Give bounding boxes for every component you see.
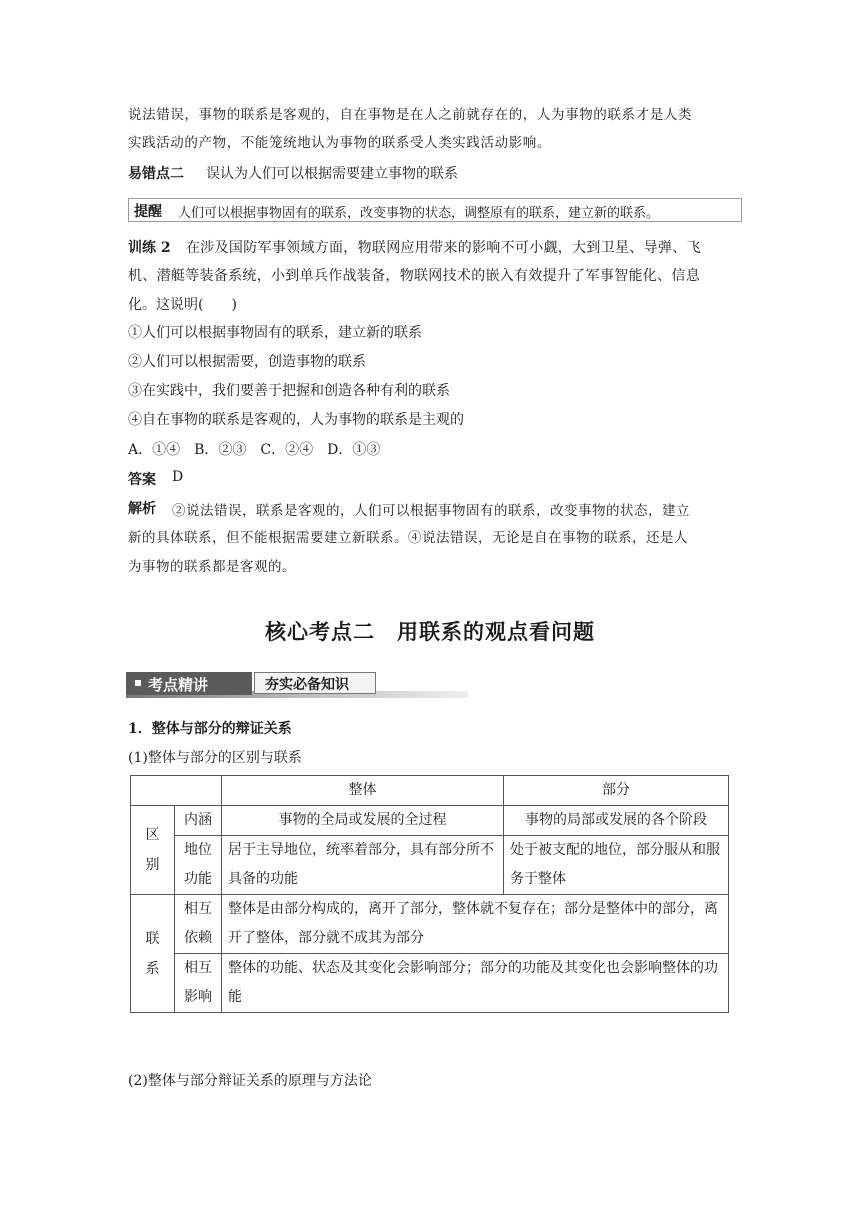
analysis-line-2: 新的具体联系，但不能根据需要建立新联系。④说法错误，无论是自在事物的联系，还是人 [128, 530, 688, 546]
square-bullet-icon [135, 680, 141, 686]
whole-part-table [130, 775, 729, 1013]
table-cell: 事物的局部或发展的各个阶段 [504, 806, 729, 836]
exercise-line-3: 化。这说明( ) [128, 297, 237, 313]
option-2: ②人们可以根据需要，创造事物的联系 [128, 354, 366, 370]
table-cell: 处于被支配的地位，部分服从和服务于整体 [504, 836, 729, 895]
exercise-line-2: 机、潜艇等装备系统，小到单兵作战装备，物联网技术的嵌入有效提升了军事智能化、信息 [128, 268, 700, 284]
analysis-line-1: ②说法错误，联系是客观的，人们可以根据事物固有的联系，改变事物的状态，建立 [172, 503, 690, 519]
banner-light-label: 夯实必备知识 [265, 677, 349, 693]
table-row-label: 相互影响 [175, 954, 222, 1013]
table-header-row [131, 776, 729, 806]
table-header-part: 部分 [504, 776, 729, 806]
table-row [131, 836, 729, 895]
point-1-sub-2: (2)整体与部分辩证关系的原理与方法论 [128, 1073, 372, 1089]
table-row [131, 806, 729, 836]
intro-line-2: 实践活动的产物，不能笼统地认为事物的联系受人类实践活动影响。 [128, 135, 551, 151]
table-header-whole: 整体 [222, 776, 504, 806]
table-cell: 居于主导地位，统率着部分，具有部分所不具备的功能 [222, 836, 504, 895]
analysis-label: 解析 [128, 501, 156, 517]
table-row-label: 内涵 [175, 806, 222, 836]
answer-value: D [172, 469, 184, 485]
pitfall-label: 易错点二 [128, 166, 184, 182]
table-row [131, 895, 729, 954]
tip-label: 提醒 [134, 204, 162, 220]
table-row-label: 地位功能 [175, 836, 222, 895]
section-banner [126, 671, 468, 698]
point-1-heading: 1．整体与部分的辩证关系 [128, 721, 292, 737]
answer-label: 答案 [128, 472, 156, 488]
tip-box [128, 198, 742, 222]
intro-line-1: 说法错误，事物的联系是客观的，自在事物是在人之前就存在的，人为事物的联系才是人类 [128, 107, 692, 123]
table-cell: 整体是由部分构成的，离开了部分，整体就不复存在；部分是整体中的部分，离开了整体，部分就不成其为部分 [222, 895, 729, 954]
pitfall-text: 误认为人们可以根据需要建立事物的联系 [206, 166, 458, 182]
table-header-empty [131, 776, 222, 806]
analysis-line-3: 为事物的联系都是客观的。 [128, 559, 296, 575]
table-cell: 整体的功能、状态及其变化会影响部分；部分的功能及其变化也会影响整体的功能 [222, 954, 729, 1013]
exercise-line-1: 在涉及国防军事领域方面，物联网应用带来的影响不可小觑，大到卫星、导弹、飞 [186, 240, 701, 256]
option-1: ①人们可以根据事物固有的联系，建立新的联系 [128, 325, 422, 341]
banner-dark-label: 考点精讲 [148, 676, 209, 694]
section-title: 核心考点二 用联系的观点看问题 [265, 619, 595, 644]
table-group-connection: 联系 [131, 895, 175, 1013]
table-row-label: 相互依赖 [175, 895, 222, 954]
tip-text: 人们可以根据事物固有的联系，改变事物的状态，调整原有的联系，建立新的联系。 [178, 206, 660, 221]
answer-choices: A．①④ B．②③ C．②④ D．①③ [128, 442, 381, 458]
option-3: ③在实践中，我们要善于把握和创造各种有利的联系 [128, 383, 450, 399]
table-row [131, 954, 729, 1013]
point-1-sub-1: (1)整体与部分的区别与联系 [128, 750, 302, 766]
exercise-label: 训练 2 [128, 240, 171, 256]
option-4: ④自在事物的联系是客观的，人为事物的联系是主观的 [128, 412, 464, 428]
banner-light-tab [254, 672, 376, 694]
table-group-difference: 区别 [131, 806, 175, 895]
banner-dark-tab [126, 672, 252, 695]
table-cell: 事物的全局或发展的全过程 [222, 806, 504, 836]
